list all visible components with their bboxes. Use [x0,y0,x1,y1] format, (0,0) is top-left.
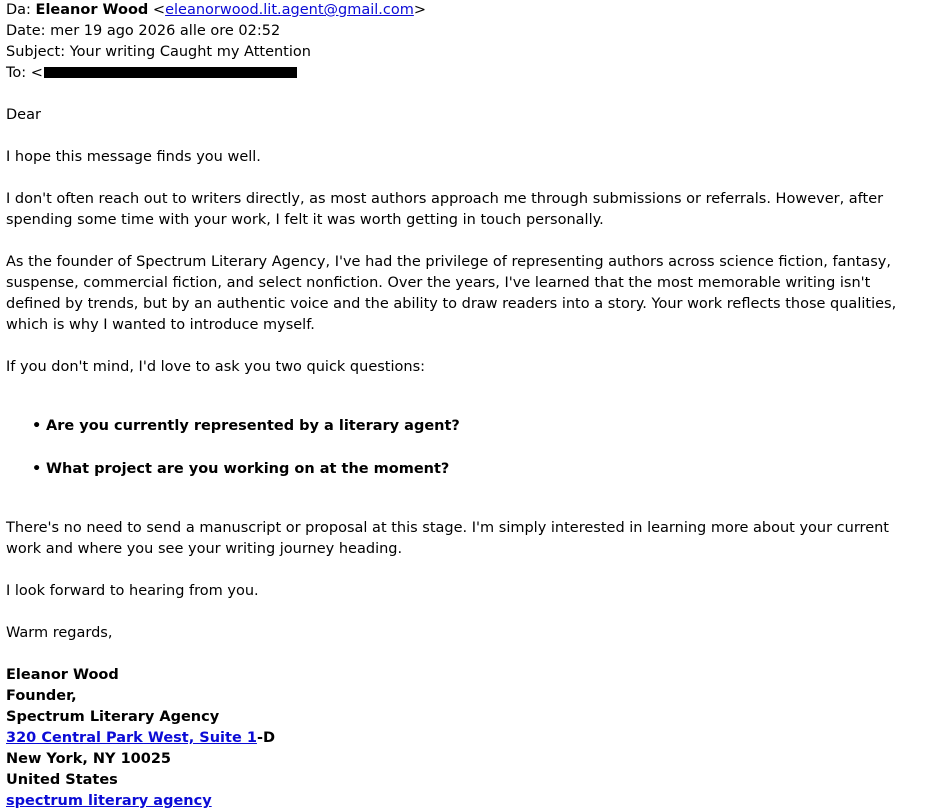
redacted-recipient-email [44,67,297,78]
spacer [6,168,916,189]
spacer [6,602,916,623]
spacer [6,336,916,357]
from-line [6,0,916,21]
signature-title: Founder, [6,688,77,704]
signature-address [6,728,916,749]
to-label: To: [6,65,27,81]
recipient-email-open: < [30,65,43,81]
sender-email-link[interactable]: eleanorwood.lit.agent@gmail.com [165,2,414,18]
email-message [6,0,916,812]
signature-city: New York, NY 10025 [6,751,172,767]
question-item [6,416,916,437]
paragraph-opening: I hope this message finds you well. [6,149,261,165]
sender-email-close: > [413,2,427,18]
signature-name: Eleanor Wood [6,667,119,683]
from-label: Da: [6,2,31,18]
sender-name: Eleanor Wood [35,2,149,18]
spacer [6,378,916,399]
signature-agency: Spectrum Literary Agency [6,709,220,725]
question-text: Are you currently represented by a literary agent? [46,418,460,434]
paragraph-questions-intro: If you don't mind, I'd love to ask you two quick questions: [6,359,426,375]
spacer [6,560,916,581]
greeting: Dear [6,107,41,123]
signature-website [6,791,916,812]
subject-value: Your writing Caught my Attention [69,44,311,60]
spacer [6,644,916,665]
spacer [6,84,916,105]
paragraph-intro: I don't often reach out to writers directly, as most authors approach me through submissions or referrals. However, after spending some time with your work, I felt it was worth getting in touch personally. [6,191,884,228]
spacer [6,437,916,459]
paragraph-agency: As the founder of Spectrum Literary Agency, I've had the privilege of representing authors across science fiction, fantasy, suspense, commercial fiction, and select nonfiction. Over the years, I've learned that the most memorable writing isn't defined by trends, but by an authentic voice and the ability to draw readers into a story. Your work reflects those qualities, which is why I wanted to introduce myself. [6,254,897,333]
address-link[interactable]: 320 Central Park West, Suite 1 [6,730,257,746]
paragraph-no-manuscript: There's no need to send a manuscript or proposal at this stage. I'm simply interested in learning more about your current work and where you see your writing journey heading. [6,520,889,557]
paragraph-look-forward: I look forward to hearing from you. [6,583,259,599]
question-item [6,459,916,480]
sender-email-open: < [152,2,166,18]
spacer [6,501,916,518]
question-text: What project are you working on at the moment? [46,461,450,477]
spacer [6,126,916,147]
subject-label: Subject: [6,44,66,60]
spacer [6,231,916,252]
address-suffix: -D [256,730,275,746]
subject-line [6,42,916,63]
signature-country: United States [6,772,118,788]
questions-list [6,416,916,480]
signature-block [6,665,916,812]
date-value: mer 19 ago 2026 alle ore 02:52 [50,23,281,39]
website-link[interactable]: spectrum literary agency [6,793,212,809]
bullet-icon: • [32,461,42,477]
closing: Warm regards, [6,625,113,641]
spacer [6,399,916,416]
spacer [6,480,916,501]
to-line [6,63,916,84]
date-line [6,21,916,42]
date-label: Date: [6,23,46,39]
bullet-icon: • [32,418,42,434]
